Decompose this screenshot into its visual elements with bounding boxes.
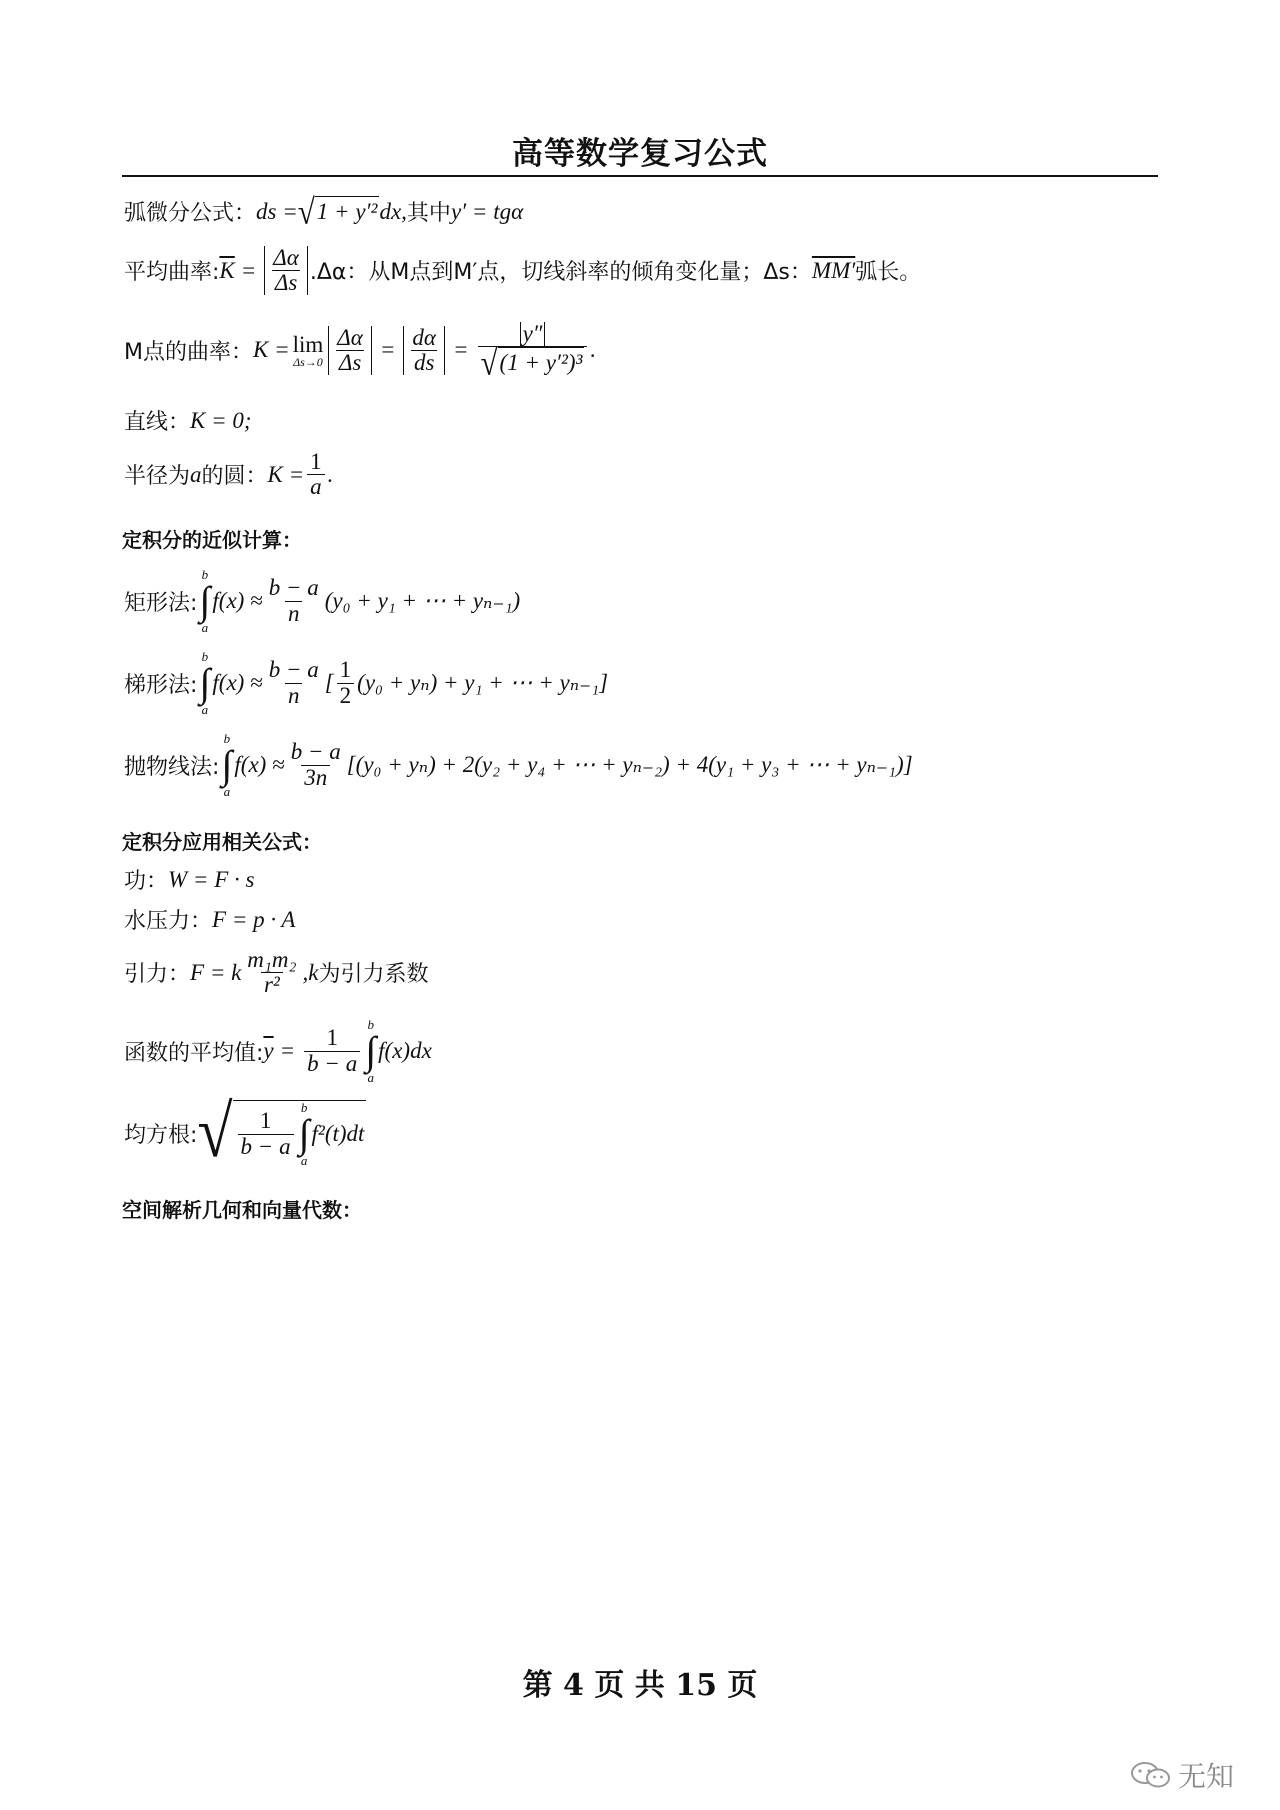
- numerator: Δα: [337, 324, 363, 350]
- numerator: 1: [310, 449, 322, 474]
- math-a: a: [190, 461, 202, 487]
- denominator: b − a: [238, 1134, 294, 1159]
- section-heading-approx: 定积分的近似计算：: [122, 528, 302, 552]
- formula-label: 均方根:: [124, 1123, 198, 1148]
- sqrt: [197, 1090, 366, 1173]
- comma: ,: [302, 959, 309, 985]
- radical-sign: √: [480, 342, 498, 383]
- formula-label-2: 的圆：: [201, 464, 268, 490]
- formula-label: 函数的平均值:: [124, 1040, 264, 1066]
- denominator: a: [307, 474, 325, 499]
- abs-value: [403, 326, 445, 375]
- formula-label: 半径为: [124, 464, 191, 490]
- math-lhs: K =: [252, 337, 290, 363]
- numerator: 1: [326, 1025, 338, 1051]
- formula-circle: [124, 450, 333, 499]
- watermark: [1130, 1755, 1234, 1795]
- formula-line: [124, 405, 252, 436]
- math-eq: =: [452, 337, 469, 363]
- fraction: [238, 1109, 294, 1158]
- radicand: 1 + y′²: [315, 196, 380, 227]
- math-expr: K = 0;: [190, 407, 252, 433]
- denominator: ds: [411, 350, 437, 375]
- math-expr: F = p · A: [212, 906, 296, 932]
- formula-label: 平均曲率:: [124, 260, 220, 286]
- lim-subscript: Δs→0: [293, 354, 323, 369]
- integral-sign: ∫: [199, 660, 211, 705]
- fraction: [288, 740, 344, 789]
- limit-operator: [293, 333, 324, 368]
- denominator: [478, 342, 588, 383]
- section-heading-space-geometry: 空间解析几何和向量代数：: [122, 1198, 362, 1222]
- math-f: f(x) ≈: [212, 588, 263, 613]
- numerator: b − a: [268, 657, 319, 683]
- math-f: f(x)dx: [378, 1038, 432, 1063]
- formula-rms: [124, 1090, 366, 1173]
- formula-label: 水压力：: [124, 909, 213, 934]
- formula-work: [124, 864, 254, 895]
- page-footer: 第 4 页 共 15 页: [522, 1668, 758, 1703]
- radical-sign: √: [297, 191, 315, 232]
- math-eq: =: [240, 257, 257, 283]
- numerator: 1: [259, 1108, 272, 1134]
- math-tail: dx,: [379, 198, 407, 224]
- upper-limit: b: [300, 1100, 308, 1115]
- upper-limit: b: [223, 731, 231, 746]
- formula-label: 矩形法:: [124, 590, 198, 616]
- description-end: 弧长。: [855, 260, 922, 286]
- math-tail: [(y₀ + yₙ) + 2(y₂ + y₄ + ⋯ + yₙ₋₂) + 4(y₁ + y₃ + ⋯ + yₙ₋₁)]: [346, 752, 913, 777]
- formula-label: 抛物线法:: [124, 754, 220, 780]
- math-eq: =: [379, 337, 396, 363]
- fraction: [244, 948, 299, 997]
- formula-average-curvature: [124, 246, 921, 295]
- radicand: [233, 1100, 367, 1167]
- section-heading-applications: 定积分应用相关公式：: [122, 830, 322, 854]
- upper-limit: b: [367, 1017, 374, 1032]
- title-rule: [122, 175, 1158, 177]
- numerator: Δα: [273, 245, 299, 270]
- fraction: [409, 326, 439, 375]
- math-f: f(x) ≈: [234, 752, 285, 777]
- y-bar: $\overline{y}$: [263, 1038, 274, 1063]
- lower-limit: a: [201, 702, 209, 717]
- bracket-open: [: [324, 670, 334, 695]
- formula-label: 引力：: [124, 962, 191, 988]
- abs-value: y″: [520, 322, 546, 346]
- abs-value: [328, 326, 372, 375]
- math-f: f²(t)dt: [311, 1121, 365, 1146]
- math-f: f(x) ≈: [212, 670, 263, 695]
- radical-sign: √: [197, 1090, 233, 1173]
- formula-point-curvature: [124, 321, 597, 383]
- integral: [221, 732, 232, 798]
- denominator: Δs: [336, 350, 364, 375]
- formula-trapezoid-rule: [124, 650, 608, 716]
- integral-sign: ∫: [199, 578, 211, 623]
- fraction: [334, 326, 366, 375]
- formula-simpson-rule: [124, 732, 913, 798]
- period: .: [327, 461, 334, 487]
- denominator: 2: [337, 683, 355, 708]
- fraction: [266, 576, 322, 625]
- watermark-text: 无知: [1178, 1760, 1235, 1793]
- math-condition: y′ = tgα: [450, 198, 524, 224]
- lower-limit: a: [201, 620, 209, 635]
- formula-arc-differential: [124, 191, 524, 232]
- upper-limit: b: [201, 649, 209, 664]
- integral-sign: ∫: [221, 742, 233, 787]
- wechat-icon: [1130, 1761, 1172, 1789]
- sqrt: [297, 191, 380, 232]
- formula-label: M点的曲率：: [124, 339, 253, 365]
- description: 为引力系数: [318, 962, 429, 988]
- integral: [365, 1018, 376, 1084]
- math-lhs: K =: [267, 461, 305, 487]
- text-where: 其中: [406, 201, 451, 227]
- formula-water-pressure: [124, 904, 295, 935]
- math-lhs: F = k: [190, 959, 242, 985]
- formula-label: 功：: [124, 869, 169, 894]
- math-eq: =: [279, 1038, 296, 1063]
- formula-label: 直线：: [124, 410, 191, 435]
- integral: [199, 650, 210, 716]
- math-tail: (y₀ + y₁ + ⋯ + yₙ₋₁): [324, 588, 521, 613]
- numerator: 1: [339, 657, 352, 683]
- fraction-half: [337, 658, 355, 707]
- formula-label: 弧微分公式：: [124, 201, 257, 227]
- formula-mean-value: [124, 1018, 432, 1084]
- fraction: [304, 1026, 360, 1075]
- denominator: n: [285, 601, 303, 626]
- k-bar: $\overline{K}$: [219, 257, 235, 283]
- math-expr: W = F · s: [168, 866, 255, 892]
- period: .: [590, 337, 597, 363]
- fraction: [266, 658, 322, 707]
- math-k: k: [308, 959, 319, 985]
- numerator-wrap: [515, 322, 551, 346]
- denominator: r²: [261, 972, 283, 997]
- integral: [199, 568, 210, 634]
- denominator: n: [285, 683, 303, 708]
- numerator: b − a: [290, 739, 341, 765]
- description: .Δα：从M点到M′点，切线斜率的倾角变化量；Δs：: [309, 260, 812, 286]
- arc-mm: MM′: [811, 257, 856, 283]
- fraction: [270, 246, 302, 295]
- numerator: b − a: [268, 575, 319, 601]
- numerator: m₁m₂: [247, 947, 297, 972]
- denominator: b − a: [304, 1051, 360, 1076]
- math-lhs: ds =: [256, 198, 298, 224]
- integral: [299, 1101, 310, 1167]
- radicand: (1 + y′²)³: [498, 347, 585, 378]
- denominator: 3n: [301, 765, 330, 790]
- fraction: [478, 321, 588, 383]
- page-title: 高等数学复习公式: [512, 136, 768, 172]
- numerator: dα: [412, 324, 436, 350]
- math-tail: (y₀ + yₙ) + y₁ + ⋯ + yₙ₋₁]: [357, 670, 609, 695]
- lower-limit: a: [300, 1153, 308, 1168]
- lim-word: lim: [292, 331, 324, 357]
- formula-gravitation: [124, 948, 429, 997]
- integral-sign: ∫: [365, 1028, 377, 1073]
- denominator: Δs: [272, 270, 300, 295]
- formula-rectangle-rule: [124, 568, 520, 634]
- integral-sign: ∫: [298, 1111, 310, 1156]
- lower-limit: a: [367, 1070, 374, 1085]
- fraction: [307, 450, 325, 499]
- upper-limit: b: [201, 567, 209, 582]
- formula-label: 梯形法:: [124, 672, 198, 698]
- lower-limit: a: [223, 784, 231, 799]
- abs-value: [264, 246, 308, 295]
- sqrt: [480, 342, 585, 383]
